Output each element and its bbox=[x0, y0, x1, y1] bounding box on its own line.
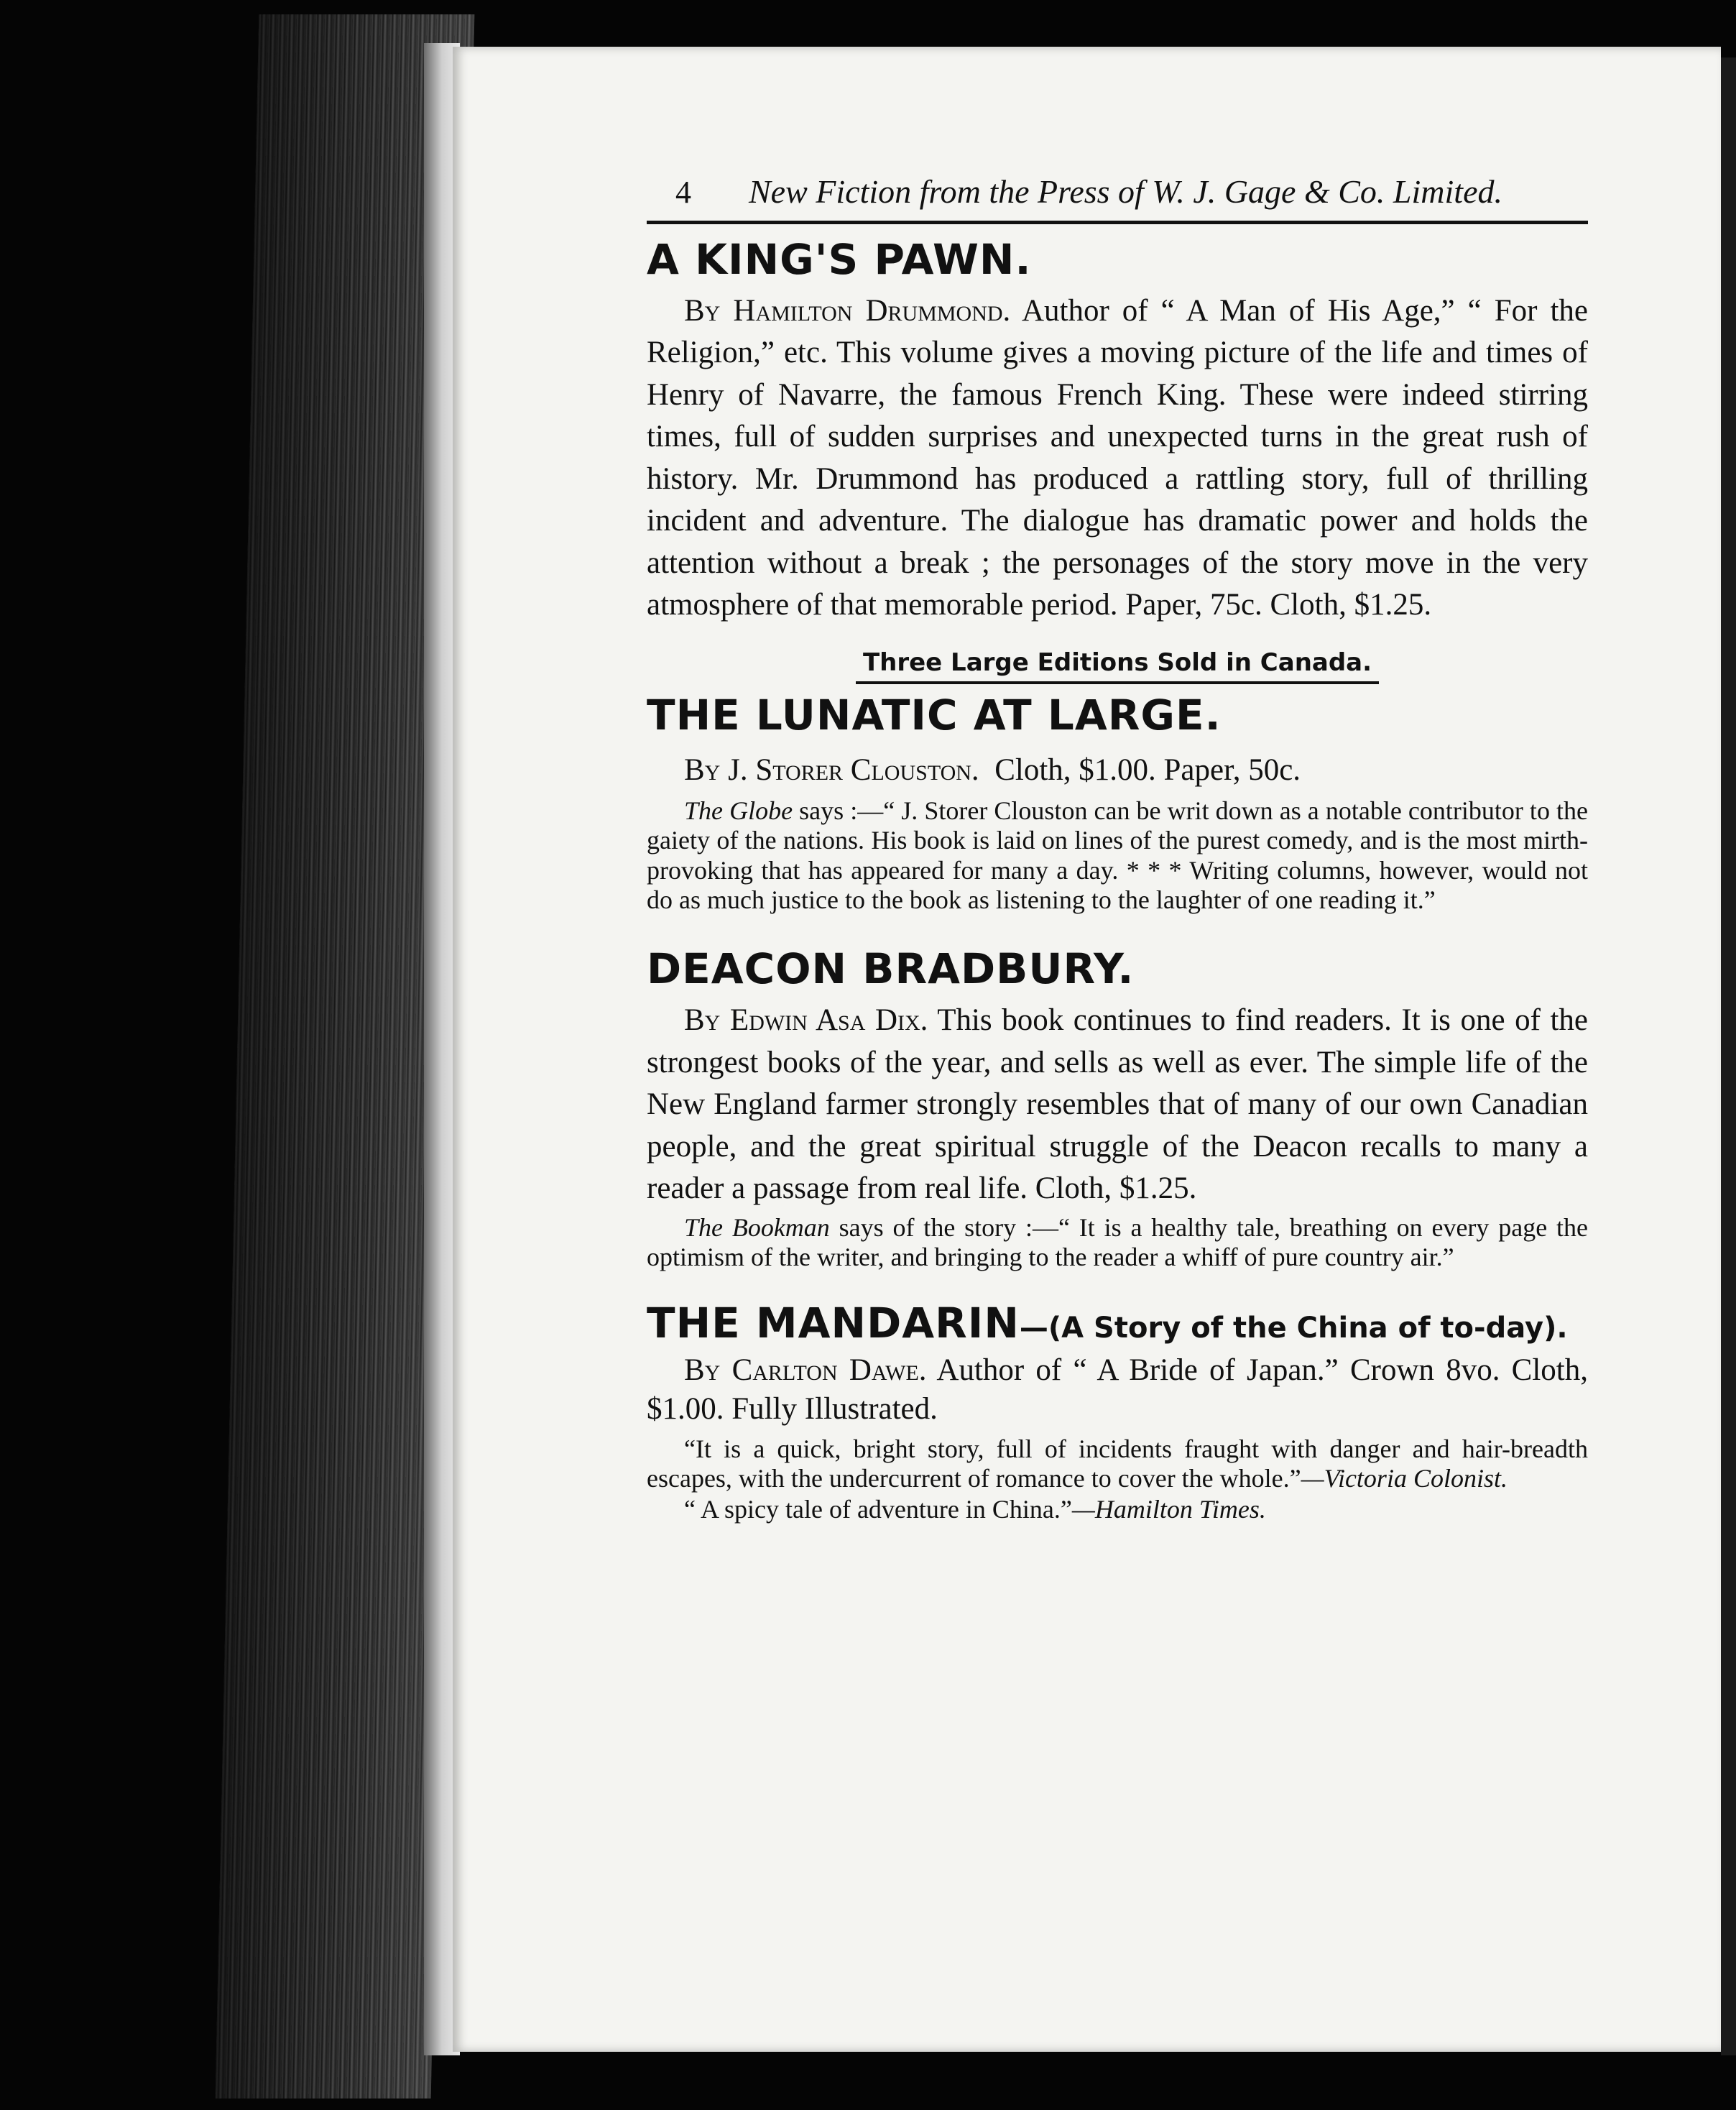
review-source: The Globe bbox=[684, 796, 793, 825]
running-head-title: New Fiction from the Press of W. J. Gage & Co. Limited. bbox=[749, 173, 1502, 210]
entry-title: THE LUNATIC AT LARGE. bbox=[647, 690, 1222, 740]
page-content bbox=[647, 172, 1588, 1525]
entry-body: By Carlton Dawe. Author of “ A Bride of Japan.” Crown 8vo. Cloth, $1.00. Fully Illustrated. bbox=[647, 1353, 1589, 1426]
entry-mandarin bbox=[647, 1301, 1588, 1524]
entry-body: By Edwin Asa Dix. This book continues to find readers. It is one of the strongest books of the year, and sells as well as ever. The simple life of the New England farmer strongly resembles that of many of our own Canadian people, and the great spiritual struggle of the Deacon recalls to many a reader a passage from real life. Cloth, $1.25. bbox=[647, 1003, 1588, 1206]
entry-kings-pawn bbox=[647, 237, 1588, 627]
entry-review: The Globe says :—“ J. Storer Clouston can be writ down as a notable contributor to the gaiety of the nations. His book is laid on lines of the purest comedy, and is the most mirth-provoking that has appeared for many a day. * * * Writing columns, however, would not do as much justice to the book as listening to the laughter of one reading it.” bbox=[647, 796, 1588, 914]
review-source: The Bookman bbox=[684, 1212, 830, 1242]
entry-title: THE MANDARIN—(A Story of the China of to-day). bbox=[647, 1299, 1568, 1348]
entry-title: A KING'S PAWN. bbox=[647, 235, 1032, 284]
entry-quote: “ A spicy tale of adventure in China.”—Hamilton Times. bbox=[684, 1495, 1266, 1524]
page-number: 4 bbox=[675, 175, 691, 210]
entry-byline: By J. Storer Clouston. Cloth, $1.00. Paper, 50c. bbox=[684, 753, 1301, 788]
running-head bbox=[647, 172, 1588, 224]
entry-subtitle: —(A Story of the China of to-day). bbox=[1019, 1312, 1568, 1345]
quote-source: —Hamilton Times. bbox=[1071, 1495, 1266, 1524]
editions-banner: Three Large Editions Sold in Canada. bbox=[647, 648, 1588, 677]
entry-price: Paper, 75c. Cloth, $1.25. bbox=[1125, 588, 1432, 622]
entry-body: By Hamilton Drummond. Author of “ A Man of His Age,” “ For the Religion,” etc. This volume gives a moving picture of the life and times of Henry of Navarre, the famous French King. These were indeed stirring times, full of sudden surprises and unexpected turns in the great rush of history. Mr. Drummond has produced a rattling story, full of thrilling incident and adventure. The dialogue has dramatic power and holds the attention without a break ; the personages of the story move in the very atmosphere of that memorable period. Paper, 75c. Cloth, $1.25. bbox=[647, 293, 1589, 622]
entry-author: J. Storer Clouston. bbox=[728, 753, 979, 788]
entry-review: The Bookman says of the story :—“ It is a healthy tale, breathing on every page the optimism of the writer, and bringing to the reader a whiff of pure country air.” bbox=[647, 1212, 1589, 1271]
page-right-edge bbox=[1721, 57, 1736, 2055]
entry-price: Cloth, $1.00. Paper, 50c. bbox=[994, 753, 1301, 788]
entry-deacon-bradbury bbox=[647, 946, 1588, 1272]
entry-author: Carlton Dawe. bbox=[731, 1353, 927, 1388]
entry-author: Hamilton Drummond. bbox=[733, 293, 1011, 328]
entry-title: DEACON BRADBURY. bbox=[647, 944, 1135, 994]
quote-source: —Victoria Colonist. bbox=[1301, 1463, 1508, 1493]
entry-quote: “It is a quick, bright story, full of incidents fraught with danger and hair-breadth escapes, with the undercurrent of romance to cover the whole.”—Victoria Colonist. bbox=[647, 1434, 1588, 1493]
entry-author: Edwin Asa Dix. bbox=[729, 1003, 928, 1038]
entry-lunatic-at-large bbox=[647, 648, 1588, 916]
